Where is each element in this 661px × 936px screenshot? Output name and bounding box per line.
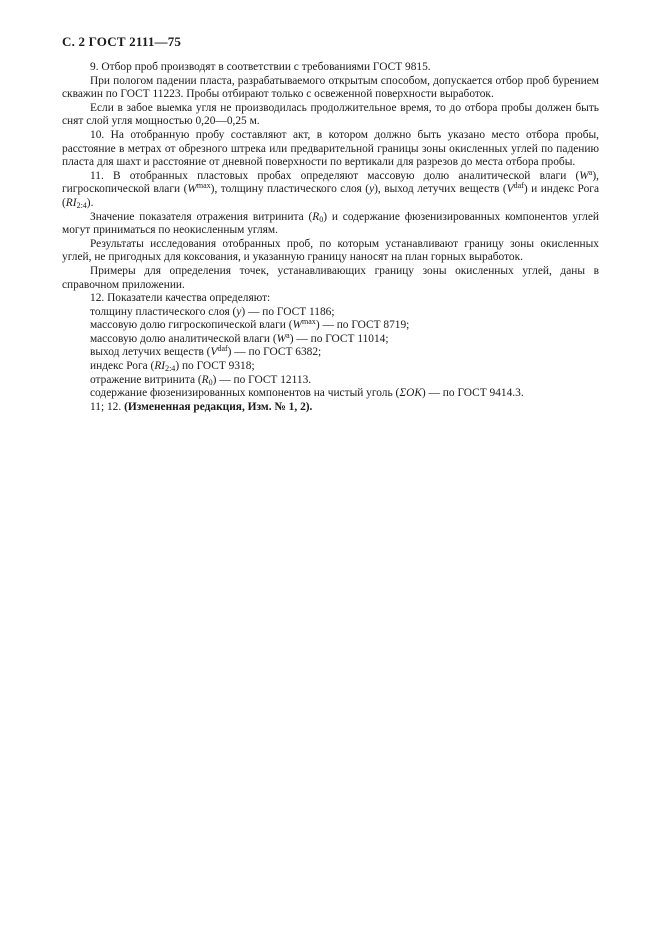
list-item (62, 360, 599, 374)
symbol: R (312, 210, 320, 223)
text: отражение витринита ( (90, 373, 202, 386)
text: ) и индекс Рога ( (62, 183, 600, 209)
symbol: W (276, 332, 287, 345)
symbol-sub: 2:4 (76, 200, 87, 210)
symbol-sup: daf (513, 181, 524, 191)
list-item (62, 330, 599, 347)
symbol-sup: a (286, 330, 290, 340)
symbol: V (210, 346, 218, 359)
text: массовую долю гигроскопической влаги ( (90, 319, 293, 332)
list-item (62, 374, 599, 388)
symbol-sup: max (302, 317, 316, 327)
text: ), толщину пластического слоя ( (210, 183, 370, 196)
paragraph-9: 9. Отбор проб производят в соответствии с требованиями ГОСТ 9815. (90, 61, 431, 73)
list-item (62, 319, 599, 333)
paragraph-11 (62, 167, 600, 211)
text: ) — по ГОСТ 1186; (241, 305, 335, 318)
symbol-sup: a (588, 167, 593, 177)
symbol: RI (154, 360, 166, 373)
text: индекс Рога ( (90, 360, 155, 373)
symbol: V (506, 183, 514, 196)
symbol: RI (65, 196, 77, 209)
symbol: R (201, 373, 209, 386)
paragraph-10: 10. На отобранную пробу составляют акт, в котором должно быть указано место отбора пробы, расстояние в метрах от обрезного штрека или предварительной границы зоны окисленных углей по падению пласта для шахт и расстояние от дневной поверхности по вертикали для разрезов до места отбора пробы. (62, 128, 599, 169)
paragraph-11-vitrinite (62, 211, 599, 238)
edit-note (62, 401, 599, 415)
text: Значение показателя отражения витринита ( (90, 210, 313, 223)
symbol-sub: 0 (208, 377, 213, 387)
text: ) — по ГОСТ 9414.3. (421, 387, 524, 400)
symbol-sup: daf (217, 344, 228, 354)
symbol: W (187, 183, 197, 196)
text: ), гигроскопической влаги ( (62, 169, 599, 196)
edit-note-bold: (Измененная редакция, Изм. № 1, 2). (124, 400, 313, 413)
text: ) — по ГОСТ 12113. (212, 373, 312, 386)
symbol: W (292, 319, 303, 332)
text: выход летучих веществ ( (90, 346, 211, 359)
symbol: y (236, 305, 242, 318)
text: ) по ГОСТ 9318; (175, 360, 255, 373)
symbol: W (579, 169, 589, 182)
list-item (62, 387, 599, 401)
text: массовую долю аналитической влаги ( (90, 332, 277, 345)
symbol-sub: 2:4 (165, 364, 176, 374)
paragraph-11-results: Результаты исследования отобранных проб, по которым устанавливают границу зоны окисленных углей, не пригодных для коксования, и указанную границу наносят на план горных выработок. (62, 237, 599, 264)
text: 11. В отобранных пластовых пробах определяют массовую долю аналитической влаги ( (90, 169, 580, 182)
paragraph-12: 12. Показатели качества определяют: (90, 292, 271, 305)
text: ) и содержание фюзенизированных компонентов углей могут приниматься по неокисленным углям. (62, 210, 599, 237)
text: ) — по ГОСТ 11014; (289, 332, 389, 345)
text: 11; 12. (90, 400, 125, 413)
page-header: С. 2 ГОСТ 2111—75 (62, 34, 182, 49)
list-item (62, 306, 599, 320)
symbol-sub: 0 (319, 214, 324, 224)
paragraph-9-open-pit: При пологом падении пласта, разрабатываемого открытым способом, допускается отбор проб бурением скважин по ГОСТ 11223. Пробы отбирают только с освеженной поверхности выработок. (62, 74, 599, 101)
text: ). (86, 196, 94, 209)
text: содержание фюзенизированных компонентов на чистый уголь ( (90, 387, 400, 400)
text: ), выход летучих веществ ( (374, 183, 507, 196)
text: толщину пластического слоя ( (90, 305, 237, 318)
symbol: ΣOK (399, 387, 422, 400)
text: ) — по ГОСТ 6382; (227, 346, 322, 359)
document-body (62, 61, 599, 414)
symbol-sup: max (196, 181, 211, 191)
list-item (62, 346, 599, 360)
text: ) — по ГОСТ 8719; (315, 319, 410, 332)
symbol: y (369, 183, 375, 196)
paragraph-9-face: Если в забое выемка угля не производилась продолжительное время, то до отбора пробы должен быть снят слой угля мощностью 0,20—0,25 м. (62, 101, 599, 128)
paragraph-11-examples: Примеры для определения точек, устанавливающих границу зоны окисленных углей, даны в справочном приложении. (62, 264, 599, 291)
